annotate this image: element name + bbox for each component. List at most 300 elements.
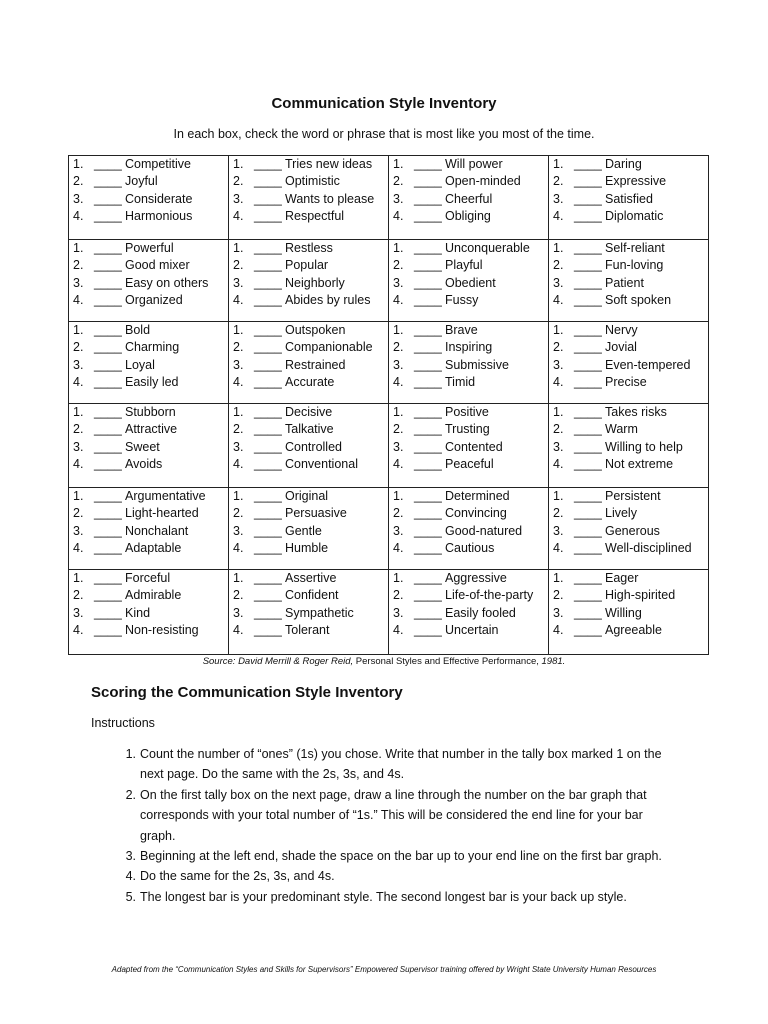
item-number: 1. bbox=[393, 323, 404, 337]
grid-cell bbox=[549, 240, 709, 322]
grid-cell bbox=[69, 322, 229, 404]
item-number: 4. bbox=[553, 541, 564, 556]
check-blank[interactable]: ____ bbox=[414, 541, 442, 556]
check-blank[interactable]: ____ bbox=[254, 293, 282, 308]
grid-cell bbox=[549, 570, 709, 655]
scoring-step bbox=[91, 846, 691, 866]
check-blank[interactable]: ____ bbox=[94, 191, 122, 206]
item-word: Willing to help bbox=[605, 439, 683, 454]
item-word: Adaptable bbox=[125, 541, 182, 556]
check-blank[interactable]: ____ bbox=[254, 439, 282, 454]
check-blank[interactable]: ____ bbox=[254, 523, 282, 538]
check-blank[interactable]: ____ bbox=[254, 571, 282, 585]
item-word: Positive bbox=[445, 405, 489, 419]
check-blank[interactable]: ____ bbox=[414, 174, 442, 189]
item-number: 4. bbox=[73, 293, 84, 308]
footer-credit: Adapted from the “Communication Styles and Skills for Supervisors” Empowered Supervisor training offered by Wright State University Human Resources bbox=[111, 965, 657, 974]
checklist-item bbox=[553, 240, 708, 257]
checklist-item bbox=[553, 257, 708, 274]
check-blank[interactable]: ____ bbox=[254, 191, 282, 206]
check-blank[interactable]: ____ bbox=[94, 275, 122, 290]
check-blank[interactable]: ____ bbox=[574, 323, 602, 337]
checklist-item bbox=[233, 374, 388, 391]
item-word: Satisfied bbox=[605, 191, 653, 206]
item-word: Self-reliant bbox=[605, 241, 665, 255]
checklist-item bbox=[233, 540, 388, 557]
item-word: Charming bbox=[125, 340, 180, 355]
item-number: 3. bbox=[233, 275, 244, 290]
check-blank[interactable]: ____ bbox=[414, 340, 442, 355]
item-number: 3. bbox=[393, 439, 404, 454]
item-word: Warm bbox=[605, 422, 638, 437]
item-word: Talkative bbox=[285, 422, 334, 437]
check-blank[interactable]: ____ bbox=[414, 523, 442, 538]
grid-row bbox=[69, 488, 709, 570]
item-number: 4. bbox=[553, 375, 564, 390]
item-word: Restrained bbox=[285, 357, 346, 372]
instructions-heading: Instructions bbox=[91, 716, 155, 730]
item-number: 4. bbox=[73, 209, 84, 224]
grid-cell bbox=[389, 488, 549, 570]
check-blank[interactable]: ____ bbox=[254, 422, 282, 437]
item-number: 2. bbox=[233, 422, 244, 437]
item-word: Nervy bbox=[605, 323, 638, 337]
check-blank[interactable]: ____ bbox=[94, 457, 122, 472]
item-word: Conventional bbox=[285, 457, 358, 472]
scoring-step bbox=[91, 866, 691, 886]
check-blank[interactable]: ____ bbox=[574, 523, 602, 538]
item-number: 3. bbox=[73, 357, 84, 372]
step-number: 3. bbox=[125, 849, 136, 864]
check-blank[interactable]: ____ bbox=[574, 293, 602, 308]
check-blank[interactable]: ____ bbox=[414, 375, 442, 390]
grid-cell bbox=[69, 156, 229, 240]
checklist-item bbox=[233, 488, 388, 505]
item-number: 1. bbox=[553, 241, 564, 255]
checklist-item bbox=[553, 357, 708, 374]
checklist-item bbox=[73, 404, 228, 421]
item-word: Admirable bbox=[125, 588, 182, 603]
item-number: 2. bbox=[553, 340, 564, 355]
check-blank[interactable]: ____ bbox=[94, 241, 122, 255]
item-word: Sympathetic bbox=[285, 605, 354, 620]
checklist-item bbox=[73, 292, 228, 309]
checklist-item bbox=[73, 275, 228, 292]
check-blank[interactable]: ____ bbox=[94, 323, 122, 337]
step-text: Do the same for the 2s, 3s, and 4s. bbox=[140, 869, 335, 884]
checklist-item bbox=[73, 456, 228, 473]
item-number: 3. bbox=[233, 191, 244, 206]
check-blank[interactable]: ____ bbox=[94, 405, 122, 419]
check-blank[interactable]: ____ bbox=[94, 422, 122, 437]
check-blank[interactable]: ____ bbox=[414, 489, 442, 503]
check-blank[interactable]: ____ bbox=[414, 457, 442, 472]
item-number: 2. bbox=[393, 340, 404, 355]
item-number: 3. bbox=[73, 191, 84, 206]
check-blank[interactable]: ____ bbox=[414, 623, 442, 638]
item-word: Playful bbox=[445, 258, 483, 273]
check-blank[interactable]: ____ bbox=[574, 241, 602, 255]
checklist-item bbox=[393, 173, 548, 190]
check-blank[interactable]: ____ bbox=[254, 275, 282, 290]
checklist-item bbox=[233, 257, 388, 274]
item-number: 4. bbox=[73, 623, 84, 638]
scoring-step bbox=[91, 744, 691, 785]
item-word: Fun-loving bbox=[605, 258, 664, 273]
item-word: Sweet bbox=[125, 439, 160, 454]
grid-cell bbox=[389, 322, 549, 404]
check-blank[interactable]: ____ bbox=[574, 275, 602, 290]
check-blank[interactable]: ____ bbox=[254, 588, 282, 603]
item-word: Contented bbox=[445, 439, 503, 454]
item-number: 2. bbox=[553, 258, 564, 273]
item-word: Generous bbox=[605, 523, 660, 538]
item-number: 1. bbox=[233, 241, 244, 255]
item-number: 1. bbox=[73, 323, 84, 337]
check-blank[interactable]: ____ bbox=[94, 541, 122, 556]
check-blank[interactable]: ____ bbox=[94, 258, 122, 273]
inventory-instructions: In each box, check the word or phrase that is most like you most of the time. bbox=[173, 127, 595, 141]
item-number: 2. bbox=[393, 506, 404, 521]
check-blank[interactable]: ____ bbox=[254, 541, 282, 556]
item-word: Good mixer bbox=[125, 258, 190, 273]
grid-cell bbox=[69, 488, 229, 570]
scoring-steps bbox=[91, 744, 691, 907]
checklist-item bbox=[553, 173, 708, 190]
item-number: 1. bbox=[233, 571, 244, 585]
checklist-item bbox=[73, 570, 228, 587]
item-number: 3. bbox=[553, 439, 564, 454]
checklist-item bbox=[233, 523, 388, 540]
checklist-item bbox=[73, 240, 228, 257]
checklist-item bbox=[233, 191, 388, 208]
check-blank[interactable]: ____ bbox=[414, 605, 442, 620]
source-book: Personal Styles and Effective Performance, bbox=[353, 656, 539, 667]
check-blank[interactable]: ____ bbox=[94, 157, 122, 171]
item-word: Easy on others bbox=[125, 275, 209, 290]
check-blank[interactable]: ____ bbox=[414, 191, 442, 206]
item-word: Light-hearted bbox=[125, 506, 199, 521]
check-blank[interactable]: ____ bbox=[254, 405, 282, 419]
checklist-item bbox=[393, 421, 548, 438]
check-blank[interactable]: ____ bbox=[254, 157, 282, 171]
checklist-item bbox=[393, 587, 548, 604]
checklist-item bbox=[233, 505, 388, 522]
grid-row bbox=[69, 156, 709, 240]
check-blank[interactable]: ____ bbox=[414, 293, 442, 308]
item-word: Persuasive bbox=[285, 506, 347, 521]
item-word: Precise bbox=[605, 375, 647, 390]
checklist-item bbox=[553, 505, 708, 522]
item-number: 2. bbox=[73, 258, 84, 273]
check-blank[interactable]: ____ bbox=[414, 275, 442, 290]
check-blank[interactable]: ____ bbox=[574, 357, 602, 372]
checklist-item bbox=[553, 322, 708, 339]
step-text: Count the number of “ones” (1s) you chose. Write that number in the tally box marked 1 on the next page. Do the same with the 2s, 3s, and 4s. bbox=[140, 747, 662, 782]
item-word: High-spirited bbox=[605, 588, 676, 603]
check-blank[interactable]: ____ bbox=[254, 209, 282, 224]
item-number: 2. bbox=[73, 340, 84, 355]
check-blank[interactable]: ____ bbox=[574, 541, 602, 556]
item-word: Neighborly bbox=[285, 275, 345, 290]
grid-cell bbox=[229, 488, 389, 570]
item-number: 1. bbox=[553, 489, 564, 503]
check-blank[interactable]: ____ bbox=[574, 157, 602, 171]
check-blank[interactable]: ____ bbox=[254, 340, 282, 355]
checklist-item bbox=[73, 421, 228, 438]
item-number: 4. bbox=[73, 375, 84, 390]
item-number: 3. bbox=[553, 275, 564, 290]
item-word: Outspoken bbox=[285, 323, 346, 337]
checklist-item bbox=[393, 605, 548, 622]
check-blank[interactable]: ____ bbox=[94, 293, 122, 308]
check-blank[interactable]: ____ bbox=[254, 605, 282, 620]
checklist-item bbox=[73, 339, 228, 356]
check-blank[interactable]: ____ bbox=[574, 422, 602, 437]
check-blank[interactable]: ____ bbox=[574, 174, 602, 189]
check-blank[interactable]: ____ bbox=[574, 375, 602, 390]
item-word: Harmonious bbox=[125, 209, 193, 224]
checklist-item bbox=[73, 257, 228, 274]
item-word: Considerate bbox=[125, 191, 193, 206]
item-number: 1. bbox=[393, 489, 404, 503]
item-word: Well-disciplined bbox=[605, 541, 692, 556]
check-blank[interactable]: ____ bbox=[254, 506, 282, 521]
checklist-item bbox=[553, 421, 708, 438]
item-number: 2. bbox=[73, 588, 84, 603]
item-word: Fussy bbox=[445, 293, 479, 308]
check-blank[interactable]: ____ bbox=[254, 241, 282, 255]
checklist-item bbox=[233, 404, 388, 421]
check-blank[interactable]: ____ bbox=[574, 457, 602, 472]
check-blank[interactable]: ____ bbox=[94, 506, 122, 521]
item-number: 3. bbox=[73, 605, 84, 620]
item-word: Confident bbox=[285, 588, 339, 603]
item-word: Timid bbox=[445, 375, 476, 390]
item-number: 1. bbox=[553, 323, 564, 337]
item-number: 1. bbox=[73, 241, 84, 255]
item-number: 1. bbox=[233, 405, 244, 419]
item-number: 1. bbox=[73, 405, 84, 419]
item-word: Open-minded bbox=[445, 174, 521, 189]
item-word: Peaceful bbox=[445, 457, 494, 472]
checklist-item bbox=[393, 208, 548, 225]
check-blank[interactable]: ____ bbox=[574, 405, 602, 419]
checklist-item bbox=[553, 587, 708, 604]
item-word: Organized bbox=[125, 293, 183, 308]
checklist-item bbox=[73, 191, 228, 208]
item-number: 4. bbox=[393, 623, 404, 638]
check-blank[interactable]: ____ bbox=[254, 457, 282, 472]
check-blank[interactable]: ____ bbox=[254, 357, 282, 372]
check-blank[interactable]: ____ bbox=[94, 523, 122, 538]
item-word: Humble bbox=[285, 541, 329, 556]
check-blank[interactable]: ____ bbox=[94, 623, 122, 638]
source-citation bbox=[0, 656, 768, 667]
step-number: 4. bbox=[125, 869, 136, 884]
item-word: Submissive bbox=[445, 357, 509, 372]
item-number: 1. bbox=[73, 157, 84, 171]
item-number: 1. bbox=[73, 571, 84, 585]
item-word: Uncertain bbox=[445, 623, 499, 638]
checklist-item bbox=[553, 292, 708, 309]
check-blank[interactable]: ____ bbox=[414, 209, 442, 224]
check-blank[interactable]: ____ bbox=[94, 439, 122, 454]
checklist-item bbox=[73, 439, 228, 456]
check-blank[interactable]: ____ bbox=[254, 258, 282, 273]
scoring-heading: Scoring the Communication Style Inventory bbox=[91, 684, 403, 701]
check-blank[interactable]: ____ bbox=[254, 489, 282, 503]
checklist-item bbox=[393, 456, 548, 473]
item-number: 2. bbox=[233, 258, 244, 273]
check-blank[interactable]: ____ bbox=[94, 571, 122, 585]
check-blank[interactable]: ____ bbox=[574, 191, 602, 206]
checklist-item bbox=[233, 240, 388, 257]
check-blank[interactable]: ____ bbox=[414, 571, 442, 585]
check-blank[interactable]: ____ bbox=[574, 571, 602, 585]
check-blank[interactable]: ____ bbox=[574, 209, 602, 224]
item-number: 2. bbox=[73, 506, 84, 521]
checklist-item bbox=[73, 505, 228, 522]
check-blank[interactable]: ____ bbox=[574, 605, 602, 620]
item-number: 2. bbox=[233, 340, 244, 355]
grid-cell bbox=[549, 488, 709, 570]
item-word: Avoids bbox=[125, 457, 163, 472]
item-word: Agreeable bbox=[605, 623, 662, 638]
check-blank[interactable]: ____ bbox=[574, 506, 602, 521]
check-blank[interactable]: ____ bbox=[94, 588, 122, 603]
checklist-item bbox=[233, 421, 388, 438]
source-prefix: Source: David Merrill & Roger Reid, bbox=[202, 656, 354, 667]
check-blank[interactable]: ____ bbox=[254, 174, 282, 189]
check-blank[interactable]: ____ bbox=[574, 340, 602, 355]
grid-cell bbox=[229, 404, 389, 488]
grid-cell bbox=[229, 240, 389, 322]
item-number: 1. bbox=[233, 157, 244, 171]
item-word: Abides by rules bbox=[285, 293, 371, 308]
item-word: Argumentative bbox=[125, 489, 206, 503]
check-blank[interactable]: ____ bbox=[94, 340, 122, 355]
item-number: 4. bbox=[393, 375, 404, 390]
item-number: 2. bbox=[393, 258, 404, 273]
item-number: 3. bbox=[393, 191, 404, 206]
grid-cell bbox=[389, 240, 549, 322]
checklist-item bbox=[393, 156, 548, 173]
checklist-item bbox=[553, 456, 708, 473]
item-word: Original bbox=[285, 489, 329, 503]
item-number: 2. bbox=[553, 588, 564, 603]
check-blank[interactable]: ____ bbox=[254, 623, 282, 638]
item-word: Persistent bbox=[605, 489, 661, 503]
item-word: Joyful bbox=[125, 174, 158, 189]
check-blank[interactable]: ____ bbox=[574, 588, 602, 603]
step-number: 5. bbox=[125, 889, 136, 904]
grid-cell bbox=[229, 322, 389, 404]
checklist-item bbox=[233, 322, 388, 339]
check-blank[interactable]: ____ bbox=[414, 439, 442, 454]
grid-cell bbox=[549, 322, 709, 404]
item-word: Takes risks bbox=[605, 405, 667, 419]
check-blank[interactable]: ____ bbox=[414, 405, 442, 419]
check-blank[interactable]: ____ bbox=[254, 323, 282, 337]
item-word: Even-tempered bbox=[605, 357, 691, 372]
check-blank[interactable]: ____ bbox=[414, 357, 442, 372]
item-word: Good-natured bbox=[445, 523, 523, 538]
checklist-item bbox=[73, 622, 228, 639]
checklist-item bbox=[73, 587, 228, 604]
checklist-item bbox=[393, 191, 548, 208]
step-text: Beginning at the left end, shade the space on the bar up to your end line on the first bar graph. bbox=[140, 849, 662, 864]
item-word: Trusting bbox=[445, 422, 490, 437]
check-blank[interactable]: ____ bbox=[414, 323, 442, 337]
item-number: 1. bbox=[393, 241, 404, 255]
item-number: 4. bbox=[393, 457, 404, 472]
item-number: 4. bbox=[233, 623, 244, 638]
grid-cell bbox=[229, 570, 389, 655]
item-number: 2. bbox=[553, 506, 564, 521]
checklist-item bbox=[233, 622, 388, 639]
checklist-item bbox=[233, 156, 388, 173]
check-blank[interactable]: ____ bbox=[414, 157, 442, 171]
check-blank[interactable]: ____ bbox=[574, 489, 602, 503]
item-word: Diplomatic bbox=[605, 209, 664, 224]
checklist-item bbox=[553, 540, 708, 557]
check-blank[interactable]: ____ bbox=[574, 258, 602, 273]
item-number: 2. bbox=[233, 588, 244, 603]
checklist-item bbox=[233, 173, 388, 190]
check-blank[interactable]: ____ bbox=[94, 209, 122, 224]
checklist-item bbox=[553, 156, 708, 173]
item-number: 1. bbox=[393, 405, 404, 419]
check-blank[interactable]: ____ bbox=[94, 174, 122, 189]
checklist-item bbox=[393, 275, 548, 292]
page-title: Communication Style Inventory bbox=[271, 95, 497, 112]
check-blank[interactable]: ____ bbox=[414, 506, 442, 521]
check-blank[interactable]: ____ bbox=[414, 422, 442, 437]
item-word: Companionable bbox=[285, 340, 373, 355]
checklist-item bbox=[233, 570, 388, 587]
item-word: Convincing bbox=[445, 506, 507, 521]
check-blank[interactable]: ____ bbox=[94, 605, 122, 620]
check-blank[interactable]: ____ bbox=[574, 623, 602, 638]
check-blank[interactable]: ____ bbox=[414, 258, 442, 273]
check-blank[interactable]: ____ bbox=[94, 357, 122, 372]
check-blank[interactable]: ____ bbox=[94, 489, 122, 503]
checklist-item bbox=[553, 404, 708, 421]
item-number: 2. bbox=[553, 422, 564, 437]
check-blank[interactable]: ____ bbox=[254, 375, 282, 390]
item-number: 4. bbox=[233, 293, 244, 308]
check-blank[interactable]: ____ bbox=[414, 241, 442, 255]
check-blank[interactable]: ____ bbox=[574, 439, 602, 454]
item-number: 3. bbox=[233, 605, 244, 620]
checklist-item bbox=[553, 605, 708, 622]
checklist-item bbox=[73, 173, 228, 190]
grid-cell bbox=[389, 570, 549, 655]
item-number: 4. bbox=[553, 457, 564, 472]
item-number: 4. bbox=[553, 623, 564, 638]
item-number: 3. bbox=[233, 439, 244, 454]
scoring-step bbox=[91, 887, 691, 907]
grid-cell bbox=[549, 156, 709, 240]
check-blank[interactable]: ____ bbox=[94, 375, 122, 390]
check-blank[interactable]: ____ bbox=[414, 588, 442, 603]
item-number: 2. bbox=[393, 174, 404, 189]
item-number: 4. bbox=[233, 457, 244, 472]
item-word: Gentle bbox=[285, 523, 322, 538]
item-word: Determined bbox=[445, 489, 510, 503]
inventory-grid bbox=[68, 155, 709, 655]
